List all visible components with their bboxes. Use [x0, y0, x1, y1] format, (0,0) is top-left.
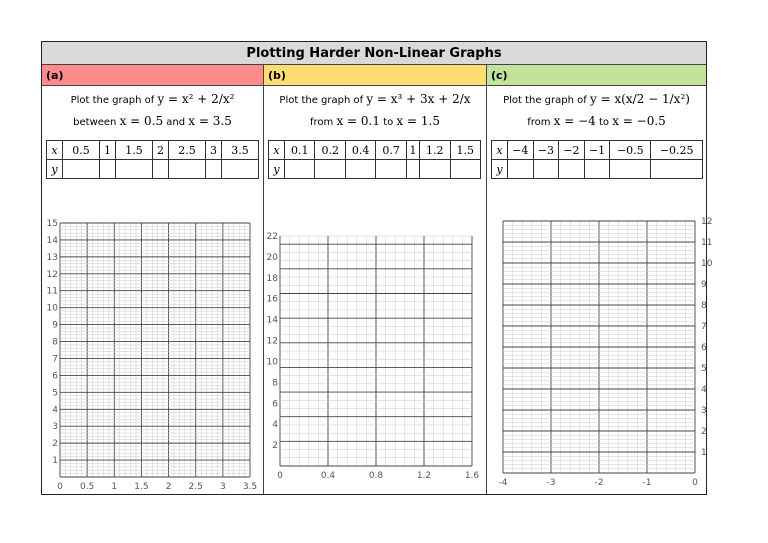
- x-value-cell: 1: [406, 141, 419, 160]
- y-tick-label: 2: [52, 439, 58, 450]
- x-value-cell: 0.4: [345, 141, 375, 160]
- x-tick-label: -4: [498, 478, 508, 488]
- y-tick-label: 10: [701, 259, 713, 269]
- y-tick-label: 2: [701, 427, 707, 437]
- range-start: x = −4: [553, 114, 596, 128]
- y-tick-label: 8: [52, 337, 58, 348]
- x-value-cell: −3: [533, 141, 559, 160]
- x-value-cell: 0.2: [315, 141, 345, 160]
- range-text: between: [73, 117, 120, 128]
- x-value-cell: −0.25: [651, 141, 703, 160]
- graph-grid: [491, 215, 713, 488]
- value-table: [268, 140, 481, 179]
- question-text: Plot the graph of: [503, 95, 590, 106]
- x-tick-label: -3: [546, 478, 556, 488]
- y-answer-cell[interactable]: [450, 160, 480, 179]
- y-tick-label: 22: [266, 232, 278, 242]
- y-answer-cell[interactable]: [345, 160, 375, 179]
- panel-a: [42, 65, 263, 494]
- range-end: x = 3.5: [188, 114, 232, 128]
- y-answer-cell[interactable]: [584, 160, 610, 179]
- y-answer-cell[interactable]: [406, 160, 419, 179]
- range-end: x = 1.5: [396, 114, 440, 128]
- x-tick-label: 0: [57, 482, 63, 492]
- y-answer-cell[interactable]: [206, 160, 222, 179]
- question-text: Plot the graph of: [279, 95, 367, 106]
- x-value-cell: 2: [153, 141, 169, 160]
- value-table: [491, 140, 703, 179]
- x-tick-label: 0.4: [320, 471, 336, 481]
- y-tick-label: 9: [701, 280, 707, 290]
- y-answer-cell[interactable]: [285, 160, 315, 179]
- equation: y = x(x/2 − 1/x²): [589, 92, 690, 106]
- x-value-cell: 0.5: [63, 141, 100, 160]
- x-tick-label: 0.5: [79, 482, 95, 492]
- range-text: from: [310, 117, 337, 128]
- y-tick-label: 6: [701, 343, 707, 353]
- x-tick-label: 0: [277, 471, 283, 481]
- graph-grid: [48, 217, 258, 491]
- x-value-cell: 3.5: [222, 141, 259, 160]
- panel-a-label: (a): [42, 65, 263, 86]
- equation: y = x² + 2/x²: [157, 92, 235, 106]
- y-tick-label: 4: [272, 420, 278, 431]
- y-tick-label: 15: [46, 219, 58, 229]
- y-answer-cell[interactable]: [420, 160, 450, 179]
- x-header-cell: x: [47, 141, 63, 160]
- x-tick-label: 3: [219, 482, 226, 492]
- x-value-cell: 0.1: [285, 141, 315, 160]
- worksheet: [41, 41, 713, 495]
- y-tick-label: 18: [266, 273, 278, 284]
- equation: y = x³ + 3x + 2/x: [366, 92, 471, 106]
- x-tick-label: -1: [642, 478, 652, 488]
- x-tick-label: 1.5: [134, 482, 149, 492]
- y-tick-label: 10: [266, 357, 278, 368]
- y-tick-label: 16: [266, 294, 278, 305]
- y-answer-cell[interactable]: [100, 160, 116, 179]
- y-answer-cell[interactable]: [610, 160, 651, 179]
- panel-c-question: [487, 86, 706, 138]
- y-tick-label: 20: [266, 252, 278, 263]
- range-text: from: [527, 117, 554, 128]
- y-answer-cell[interactable]: [559, 160, 585, 179]
- panel-a-question: [42, 86, 263, 138]
- x-value-cell: 1.2: [420, 141, 450, 160]
- y-tick-label: 5: [701, 364, 707, 374]
- panel-b-question: [264, 86, 486, 138]
- x-value-cell: −1: [584, 141, 610, 160]
- y-tick-label: 1: [52, 456, 58, 467]
- y-tick-label: 12: [46, 269, 58, 280]
- y-tick-label: 7: [701, 322, 707, 332]
- range-start: x = 0.5: [119, 114, 164, 128]
- y-tick-label: 8: [701, 301, 707, 311]
- y-tick-label: 1: [701, 448, 707, 458]
- y-tick-label: 13: [46, 252, 58, 263]
- y-tick-label: 4: [52, 405, 58, 416]
- x-value-cell: −4: [508, 141, 534, 160]
- range-joiner: and: [163, 117, 189, 128]
- x-tick-label: -2: [594, 478, 604, 488]
- y-tick-label: 3: [701, 406, 707, 416]
- y-tick-label: 12: [266, 336, 278, 347]
- panel-c: [486, 65, 713, 494]
- y-answer-cell[interactable]: [116, 160, 153, 179]
- y-tick-label: 9: [52, 320, 58, 331]
- worksheet-title: Plotting Harder Non-Linear Graphs: [42, 42, 706, 65]
- y-header-cell: y: [47, 160, 63, 179]
- x-tick-label: 1.2: [416, 471, 432, 481]
- y-answer-cell[interactable]: [63, 160, 100, 179]
- question-text: Plot the graph of: [70, 95, 158, 106]
- x-value-cell: −0.5: [610, 141, 651, 160]
- y-tick-label: 6: [52, 371, 58, 382]
- range-end: x = −0.5: [612, 114, 666, 128]
- y-answer-cell[interactable]: [222, 160, 259, 179]
- x-value-cell: 0.7: [376, 141, 406, 160]
- x-header-cell: x: [492, 141, 508, 160]
- value-table: [46, 140, 259, 179]
- y-tick-label: 10: [46, 303, 58, 314]
- x-tick-label: 1.6: [464, 471, 480, 481]
- y-tick-label: 7: [52, 354, 58, 365]
- x-tick-label: 1: [111, 482, 118, 492]
- x-value-cell: 1.5: [450, 141, 480, 160]
- range-start: x = 0.1: [336, 114, 381, 128]
- y-tick-label: 2: [272, 441, 278, 452]
- x-tick-label: 0.8: [368, 471, 384, 481]
- y-tick-label: 12: [701, 217, 713, 227]
- y-tick-label: 14: [46, 235, 58, 246]
- x-value-cell: 3: [206, 141, 222, 160]
- graph-grid: [268, 230, 480, 480]
- y-answer-cell[interactable]: [651, 160, 703, 179]
- y-answer-cell[interactable]: [169, 160, 206, 179]
- y-header-cell: y: [269, 160, 285, 179]
- y-tick-label: 4: [701, 385, 707, 395]
- panel-b: [263, 65, 486, 494]
- x-value-cell: −2: [559, 141, 585, 160]
- y-answer-cell[interactable]: [153, 160, 169, 179]
- x-value-cell: 1: [100, 141, 116, 160]
- x-header-cell: x: [269, 141, 285, 160]
- panel-c-label: (c): [487, 65, 706, 86]
- y-tick-label: 11: [701, 238, 713, 248]
- x-tick-label: 3.5: [242, 482, 258, 492]
- y-tick-label: 8: [272, 378, 278, 389]
- range-joiner: to: [595, 117, 613, 128]
- range-joiner: to: [380, 117, 397, 128]
- y-tick-label: 5: [52, 388, 58, 399]
- y-answer-cell[interactable]: [315, 160, 345, 179]
- y-answer-cell[interactable]: [376, 160, 406, 179]
- x-tick-label: 2.5: [188, 482, 203, 492]
- x-tick-label: 0: [692, 478, 698, 488]
- x-value-cell: 2.5: [169, 141, 206, 160]
- y-tick-label: 14: [266, 315, 278, 326]
- y-header-cell: y: [492, 160, 508, 179]
- x-value-cell: 1.5: [116, 141, 153, 160]
- y-tick-label: 6: [272, 399, 278, 410]
- y-tick-label: 3: [52, 422, 58, 433]
- y-answer-cell[interactable]: [508, 160, 534, 179]
- y-tick-label: 11: [46, 286, 58, 297]
- x-tick-label: 2: [165, 482, 172, 492]
- panel-b-label: (b): [264, 65, 486, 86]
- y-answer-cell[interactable]: [533, 160, 559, 179]
